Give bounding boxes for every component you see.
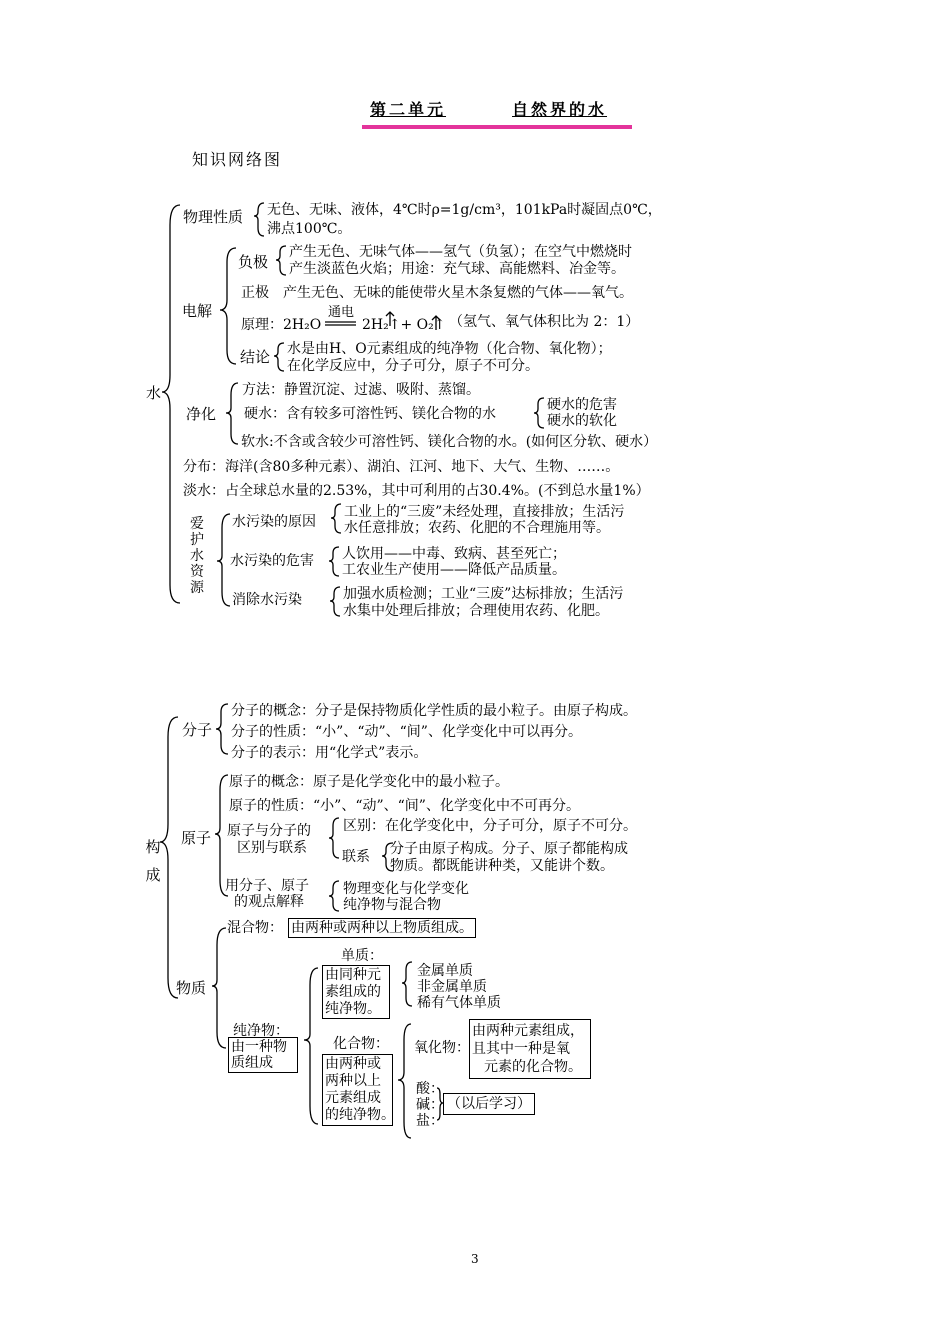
acid-label: 酸：: [416, 1081, 444, 1097]
molecule-property: 分子的性质：“小”、“动”、“间”、化学变化中可以再分。: [231, 724, 582, 740]
physical-line1: 无色、无味、液体，4℃时ρ=1g/cm³，101kPa时凝固点0℃，: [267, 202, 662, 218]
pure-definition-line2: 质组成: [231, 1055, 273, 1071]
mixture-definition: 由两种或两种以上物质组成。: [288, 918, 476, 938]
atom-molecule-link-line1: 分子由原子构成。分子、原子都能构成: [390, 841, 628, 857]
water-distribution: 分布：海洋(含80多种元素）、湖泊、江河、地下、大气、生物、……。: [183, 459, 620, 475]
learn-later-note: （以后学习）: [443, 1093, 535, 1115]
mixture-label: 混合物：: [227, 920, 283, 936]
principle-note: （氢气、氧气体积比为 2：1）: [449, 314, 640, 330]
noble-gas-element: 稀有气体单质: [417, 995, 501, 1011]
unit-number: 第二单元: [370, 100, 447, 119]
conclusion-line2: 在化学反应中，分子可分，原子不可分。: [287, 358, 539, 374]
conclusion-label: 结论: [240, 348, 271, 366]
compound-definition-box: [322, 1054, 393, 1126]
physical-line2: 沸点100℃。: [267, 221, 352, 237]
hard-water-softening: 硬水的软化: [547, 413, 617, 429]
explain-label2: 的观点解释: [234, 894, 304, 910]
negative-line1: 产生无色、无味气体——氢气（负氢）；在空气中燃烧时: [289, 244, 632, 260]
physical-label: 物理性质: [183, 208, 244, 226]
pollution-cause-line1: 工业上的“三废”未经处理，直接排放；生活污: [344, 504, 625, 520]
atom-molecule-link-label: 联系: [342, 849, 370, 865]
oxide-definition-line3: 元素的化合物。: [484, 1059, 582, 1075]
eliminate-pollution-label: 消除水污染: [232, 592, 302, 608]
section-title: 知识网络图: [192, 150, 283, 169]
pollution-cause-label: 水污染的原因: [232, 514, 316, 530]
pollution-harm-line2: 工农业生产使用——降低产品质量。: [342, 562, 566, 578]
element-definition-line2: 素组成的: [325, 984, 381, 1000]
oxide-definition-box: [469, 1019, 591, 1079]
molecule-notation: 分子的表示：用“化学式”表示。: [231, 745, 428, 761]
principle-label: 原理：2H₂O: [241, 317, 322, 333]
protect-label: 爱护水资源: [190, 516, 204, 596]
pollution-harm-line1: 人饮用——中毒、致病、甚至死亡；: [342, 546, 566, 562]
pollution-cause-line2: 水任意排放；农药、化肥的不合理施用等。: [344, 520, 610, 536]
compound-definition-line4: 的纯净物。: [325, 1107, 395, 1123]
base-label: 碱：: [416, 1097, 444, 1113]
pure-definition-line1: 由一种物: [231, 1039, 287, 1055]
soft-water: 软水:不含或含较少可溶性钙、镁化合物的水。(如何区分软、硬水）: [241, 434, 658, 450]
explain-label1: 用分子、原子: [225, 878, 309, 894]
atom-concept: 原子的概念：原子是化学变化中的最小粒子。: [229, 774, 509, 790]
principle-products: 2H₂↑+ O₂↑: [362, 317, 446, 333]
eliminate-pollution-line1: 加强水质检测；工业“三废”达标排放；生活污: [343, 586, 624, 602]
conclusion-line1: 水是由H、O元素组成的纯净物（化合物、氧化物）；: [287, 341, 612, 357]
pure-definition-box: [228, 1037, 298, 1073]
positive-line: 正极 产生无色、无味的能使带火星木条复燃的气体——氧气。: [241, 285, 633, 301]
pollution-harm-label: 水污染的危害: [230, 553, 314, 569]
matter-label: 物质: [176, 979, 207, 997]
element-definition-box: [322, 965, 390, 1019]
compound-label: 化合物：: [333, 1036, 389, 1052]
atom-molecule-link-line2: 物质。都既能讲种类，又能讲个数。: [390, 858, 614, 874]
atom-property: 原子的性质：“小”、“动”、“间”、化学变化中不可再分。: [229, 798, 580, 814]
eliminate-pollution-line2: 水集中处理后排放；合理使用农药、化肥。: [343, 603, 609, 619]
negative-line2: 产生淡蓝色火焰；用途：充气球、高能燃料、冶金等。: [289, 261, 625, 277]
compound-definition-line2: 两种以上: [325, 1073, 381, 1089]
hard-water-harm: 硬水的危害: [547, 397, 617, 413]
compound-definition-line3: 元素组成: [325, 1090, 381, 1106]
compound-definition-line1: 由两种或: [325, 1056, 381, 1072]
element-definition-line1: 由同种元: [325, 967, 381, 983]
atom-molecule-diff-label2: 区别与联系: [237, 840, 307, 856]
element-definition-line3: 纯净物。: [325, 1001, 381, 1017]
negative-label: 负极: [238, 253, 269, 271]
explain-pure-mixture: 纯净物与混合物: [343, 897, 441, 913]
atom-molecule-difference: 区别：在化学变化中，分子可分，原子不可分。: [343, 818, 637, 834]
oxide-definition-line2: 且其中一种是氧: [472, 1041, 570, 1057]
oxide-label: 氧化物：: [414, 1040, 470, 1056]
oxide-definition-line1: 由两种元素组成，: [472, 1023, 584, 1039]
fresh-water: 淡水：占全球总水量的2.53%，其中可利用的占30.4%。(不到总水量1%）: [183, 483, 650, 499]
metal-element: 金属单质: [417, 963, 473, 979]
purification-method: 方法：静置沉淀、过滤、吸附、蒸馏。: [242, 382, 480, 398]
molecule-concept: 分子的概念：分子是保持物质化学性质的最小粒子。由原子构成。: [231, 703, 637, 719]
composition-root: 构成: [145, 838, 161, 884]
unit-title: 自然界的水: [512, 100, 608, 119]
purification-label: 净化: [186, 405, 217, 423]
atom-molecule-diff-label1: 原子与分子的: [227, 823, 311, 839]
salt-label: 盐：: [416, 1113, 444, 1129]
page-number: 3: [471, 1252, 479, 1266]
pure-label: 纯净物：: [233, 1023, 289, 1039]
explain-physical-chemical: 物理变化与化学变化: [343, 881, 469, 897]
nonmetal-element: 非金属单质: [417, 979, 487, 995]
water-root: 水: [146, 384, 162, 402]
principle-condition: 通电: [328, 305, 355, 320]
electrolysis-label: 电解: [182, 302, 213, 320]
atom-label: 原子: [181, 829, 212, 847]
molecule-label: 分子: [182, 721, 213, 739]
hard-water: 硬水：含有较多可溶性钙、镁化合物的水: [244, 406, 496, 422]
element-label: 单质：: [341, 948, 383, 964]
